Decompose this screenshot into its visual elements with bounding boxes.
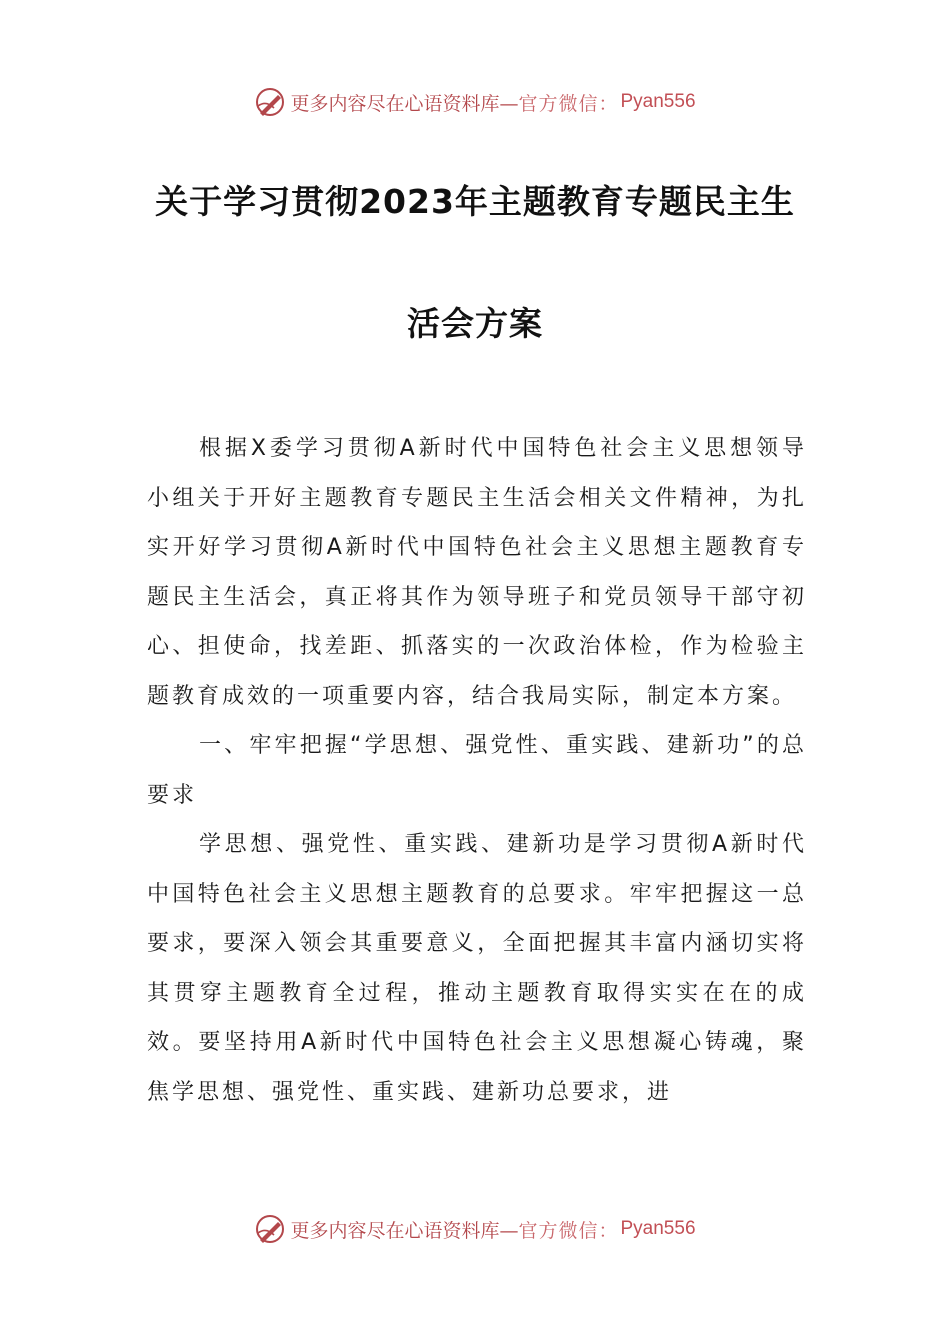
paragraph-intro: 根据X委学习贯彻A新时代中国特色社会主义思想领导小组关于开好主题教育专题民主生活会相关文件精神，为扎实开好学习贯彻A新时代中国特色社会主义思想主题教育专题民主生活会，真正将其作为领导班子和党员领导干部守初心、担使命，找差距、抓落实的一次政治体检，作为检验主题教育成效的一项重要内容，结合我局实际，制定本方案。 xyxy=(147,436,807,709)
watermark-wechat-label: 官方微信： xyxy=(518,92,619,115)
footer-watermark xyxy=(0,1213,950,1245)
watermark-text: 更多内容尽在心语资料库— xyxy=(290,92,519,115)
watermark-wechat-id: Pyan556 xyxy=(620,1218,696,1239)
watermark-text: 更多内容尽在心语资料库— xyxy=(290,1219,519,1242)
document-body xyxy=(147,424,807,1117)
pen-logo-icon xyxy=(254,1213,286,1245)
paragraph-section-1: 学思想、强党性、重实践、建新功是学习贯彻A新时代中国特色社会主义思想主题教育的总要求。牢牢把握这一总要求，要深入领会其重要意义，全面把握其丰富内涵切实将其贯穿主题教育全过程，推动主题教育取得实实在在的成效。要坚持用A新时代中国特色社会主义思想凝心铸魂，聚焦学思想、强党性、重实践、建新功总要求，进 xyxy=(147,832,807,1105)
pen-logo-icon xyxy=(254,86,286,118)
document-title-line-2: 活会方案 xyxy=(407,304,543,343)
watermark-wechat-label: 官方微信： xyxy=(518,1219,619,1242)
header-watermark xyxy=(0,86,950,118)
watermark-wechat-id: Pyan556 xyxy=(620,91,696,112)
document-title-line-1: 关于学习贯彻2023年主题教育专题民主生 xyxy=(155,182,795,221)
section-heading-1: 一、牢牢把握“学思想、强党性、重实践、建新功”的总要求 xyxy=(147,733,807,808)
